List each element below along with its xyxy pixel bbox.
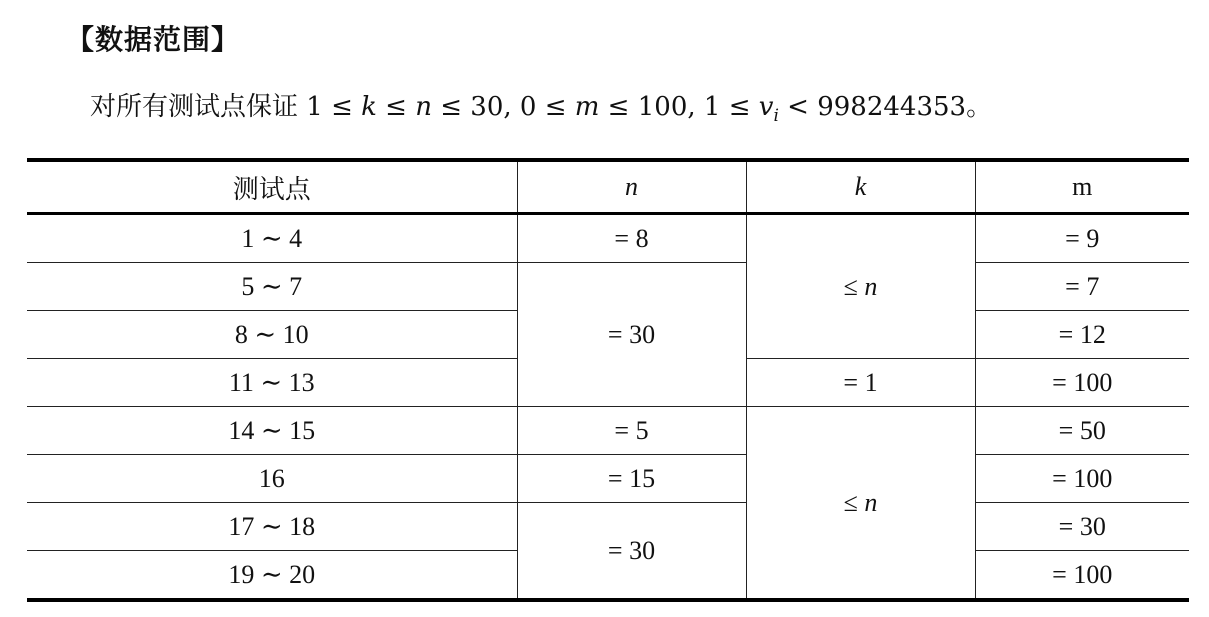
cell-n: = 30 [517,263,746,407]
cell-test: 8 ∼ 10 [27,311,517,359]
var-k: k [361,92,377,122]
header-test-point: 测试点 [27,160,517,214]
cell-k-prefix: ≤ [843,271,865,301]
cell-test: 19 ∼ 20 [27,551,517,601]
var-n: n [415,92,432,122]
table-header-row [27,160,1189,214]
cell-m: = 100 [975,359,1189,407]
cell-k: = 1 [746,359,975,407]
cell-test: 11 ∼ 13 [27,359,517,407]
table-row [27,214,1189,263]
constraint-le: ≤ [376,92,416,122]
constraint-expr-c: ≤ 100, 1 ≤ [599,92,759,122]
cell-m: = 100 [975,455,1189,503]
var-m: m [574,92,600,122]
cell-m: = 7 [975,263,1189,311]
table-row [27,407,1189,455]
constraints-table [27,158,1189,602]
table-row [27,263,1189,311]
var-v: v [758,92,774,122]
table-row [27,503,1189,551]
cell-test: 16 [27,455,517,503]
table-row [27,455,1189,503]
cell-test: 1 ∼ 4 [27,214,517,263]
cell-n: = 30 [517,503,746,601]
cell-m: = 12 [975,311,1189,359]
header-m: m [975,160,1189,214]
constraint-expr-b: ≤ 30, 0 ≤ [431,92,575,122]
constraint-expr-d: < 998244353 [778,92,967,122]
constraint-prefix: 对所有测试点保证 [90,92,307,122]
header-k: k [746,160,975,214]
constraint-suffix: 。 [966,92,993,122]
cell-n: = 15 [517,455,746,503]
cell-m: = 100 [975,551,1189,601]
cell-m: = 9 [975,214,1189,263]
cell-m: = 50 [975,407,1189,455]
cell-k-var: n [864,271,878,301]
constraint-text [90,86,992,126]
cell-k-var: n [864,487,878,517]
cell-test: 17 ∼ 18 [27,503,517,551]
section-title: 【数据范围】 [66,23,241,56]
cell-n: = 5 [517,407,746,455]
cell-test: 5 ∼ 7 [27,263,517,311]
header-n: n [517,160,746,214]
cell-k-prefix: ≤ [843,487,865,517]
cell-k [746,407,975,601]
constraint-expr-a: 1 ≤ [306,92,362,122]
cell-k [746,214,975,359]
cell-n: = 8 [517,214,746,263]
cell-test: 14 ∼ 15 [27,407,517,455]
var-v-subscript: i [773,106,779,127]
cell-m: = 30 [975,503,1189,551]
